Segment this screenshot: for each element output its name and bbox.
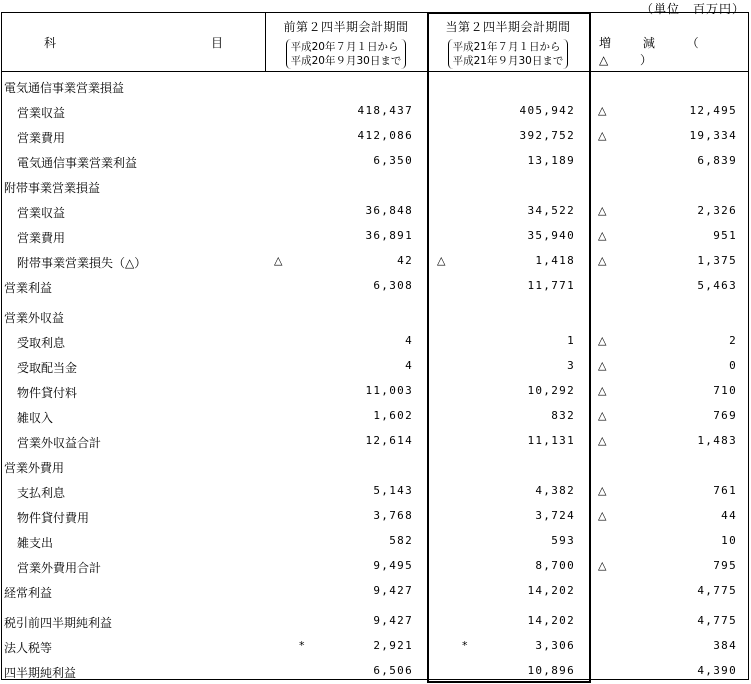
diff-value: 384 (713, 639, 737, 652)
diff-mark: △ (598, 384, 607, 397)
diff-mark: △ (598, 409, 607, 422)
table-row (1, 529, 749, 554)
cur-value: 8,700 (535, 559, 575, 572)
diff-value: 710 (713, 384, 737, 397)
row-label: 附帯事業営業損益 (4, 181, 101, 195)
diff-value: 0 (729, 359, 737, 372)
row-label: 法人税等 (4, 641, 53, 655)
diff-value: 4,390 (697, 664, 737, 677)
diff-value: 795 (713, 559, 737, 572)
cur-value: 11,771 (527, 279, 575, 292)
row-label: 受取利息 (17, 336, 66, 350)
diff-mark: △ (598, 434, 607, 447)
cur-period-title: 当第２四半期会計期間 (445, 20, 571, 34)
diff-value: 2,326 (697, 204, 737, 217)
prev-value: 4 (405, 334, 413, 347)
table-row (1, 99, 749, 124)
diff-mark: △ (598, 104, 607, 117)
prev-value: 1,602 (373, 409, 413, 422)
prev-value: 412,086 (357, 129, 413, 142)
diff-value: 2 (729, 334, 737, 347)
row-label: 営業外費用合計 (17, 561, 102, 575)
cur-mark: * (462, 639, 468, 652)
cur-value: 13,189 (527, 154, 575, 167)
unit-label: （単位 百万円） (640, 2, 745, 16)
table-row (1, 404, 749, 429)
row-label: 雑収入 (17, 411, 54, 425)
table-row (1, 304, 749, 329)
diff-value: 1,483 (697, 434, 737, 447)
cur-mark: △ (437, 254, 446, 267)
prev-value: 9,427 (373, 584, 413, 597)
row-label: 支払利息 (17, 486, 66, 500)
row-label: 税引前四半期純利益 (4, 616, 113, 630)
row-label: 雑支出 (17, 536, 54, 550)
row-label: 附帯事業営業損失（△） (17, 256, 147, 270)
diff-value: 761 (713, 484, 737, 497)
cur-value: 11,131 (527, 434, 575, 447)
table-row (1, 579, 749, 604)
cur-value: 593 (551, 534, 575, 547)
prev-mark: * (299, 639, 305, 652)
row-label: 物件貸付費用 (17, 511, 90, 525)
diff-mark: △ (598, 334, 607, 347)
prev-value: 42 (397, 254, 413, 267)
prev-value: 5,143 (373, 484, 413, 497)
table-row (1, 354, 749, 379)
table-row (1, 249, 749, 274)
row-label: 電気通信事業営業利益 (17, 156, 138, 170)
row-label: 物件貸付料 (17, 386, 78, 400)
cur-period-line1: 平成21年７月１日から (452, 41, 561, 53)
diff-mark: △ (598, 559, 607, 572)
row-label: 営業費用 (17, 131, 66, 145)
prev-value: 6,308 (373, 279, 413, 292)
diff-mark: △ (598, 254, 607, 267)
prev-period-line2: 平成20年９月30日まで (290, 55, 402, 67)
diff-value: 12,495 (689, 104, 737, 117)
table-row (1, 174, 749, 199)
table-row (1, 454, 749, 479)
row-label: 営業外費用 (4, 461, 65, 475)
row-label: 四半期純利益 (4, 666, 77, 680)
cur-period-line2: 平成21年９月30日まで (452, 55, 564, 67)
table-row (1, 659, 749, 684)
cur-value: 832 (551, 409, 575, 422)
table-row (1, 74, 749, 99)
table-row (1, 634, 749, 659)
row-label: 電気通信事業営業損益 (4, 81, 125, 95)
diff-header: 増 減 （ △ ） (599, 36, 713, 67)
table-row (1, 504, 749, 529)
diff-value: 19,334 (689, 129, 737, 142)
table-row (1, 609, 749, 634)
prev-value: 12,614 (365, 434, 413, 447)
row-label: 経常利益 (4, 586, 53, 600)
row-label: 営業費用 (17, 231, 66, 245)
cur-value: 1,418 (535, 254, 575, 267)
diff-mark: △ (598, 229, 607, 242)
table-row (1, 554, 749, 579)
cur-value: 34,522 (527, 204, 575, 217)
cur-value: 10,292 (527, 384, 575, 397)
cur-value: 3,724 (535, 509, 575, 522)
cur-value: 3 (567, 359, 575, 372)
row-label: 営業収益 (17, 106, 66, 120)
cur-value: 35,940 (527, 229, 575, 242)
row-label: 営業収益 (17, 206, 66, 220)
cur-value: 14,202 (527, 584, 575, 597)
prev-value: 418,437 (357, 104, 413, 117)
table-row (1, 124, 749, 149)
table-row (1, 379, 749, 404)
prev-value: 3,768 (373, 509, 413, 522)
table-row (1, 274, 749, 299)
cur-value: 10,896 (527, 664, 575, 677)
cur-value: 14,202 (527, 614, 575, 627)
diff-mark: △ (598, 129, 607, 142)
prev-value: 36,891 (365, 229, 413, 242)
diff-value: 5,463 (697, 279, 737, 292)
prev-value: 11,003 (365, 384, 413, 397)
prev-value: 4 (405, 359, 413, 372)
subject-header-left: 科 (44, 36, 57, 50)
prev-period-range (286, 39, 407, 69)
diff-value: 951 (713, 229, 737, 242)
cur-period-header (429, 18, 587, 69)
prev-value: 9,427 (373, 614, 413, 627)
row-label: 営業利益 (4, 281, 53, 295)
income-statement-table (1, 12, 749, 680)
prev-value: 2,921 (373, 639, 413, 652)
cur-value: 1 (567, 334, 575, 347)
table-top-border (1, 12, 749, 13)
diff-value: 4,775 (697, 584, 737, 597)
diff-mark: △ (598, 484, 607, 497)
row-label: 営業外収益合計 (17, 436, 102, 450)
table-row (1, 479, 749, 504)
prev-period-line1: 平成20年７月１日から (290, 41, 399, 53)
prev-period-title: 前第２四半期会計期間 (283, 20, 409, 34)
prev-value: 6,506 (373, 664, 413, 677)
subject-header-right: 目 (211, 36, 224, 50)
diff-value: 10 (721, 534, 737, 547)
diff-value: 6,839 (697, 154, 737, 167)
table-row (1, 149, 749, 174)
prev-value: 36,848 (365, 204, 413, 217)
diff-mark: △ (598, 509, 607, 522)
table-row (1, 199, 749, 224)
diff-mark: △ (598, 204, 607, 217)
cur-period-range (448, 39, 569, 69)
diff-value: 44 (721, 509, 737, 522)
cur-value: 392,752 (519, 129, 575, 142)
prev-mark: △ (274, 254, 283, 267)
diff-value: 1,375 (697, 254, 737, 267)
table-row (1, 224, 749, 249)
table-row (1, 429, 749, 454)
cur-value: 405,942 (519, 104, 575, 117)
cur-value: 3,306 (535, 639, 575, 652)
cur-value: 4,382 (535, 484, 575, 497)
prev-value: 6,350 (373, 154, 413, 167)
prev-value: 9,495 (373, 559, 413, 572)
row-label: 営業外収益 (4, 311, 65, 325)
header-bottom-border (1, 71, 749, 72)
row-label: 受取配当金 (17, 361, 78, 375)
diff-mark: △ (598, 359, 607, 372)
diff-value: 4,775 (697, 614, 737, 627)
diff-value: 769 (713, 409, 737, 422)
prev-period-header (265, 18, 427, 69)
prev-value: 582 (389, 534, 413, 547)
table-row (1, 329, 749, 354)
